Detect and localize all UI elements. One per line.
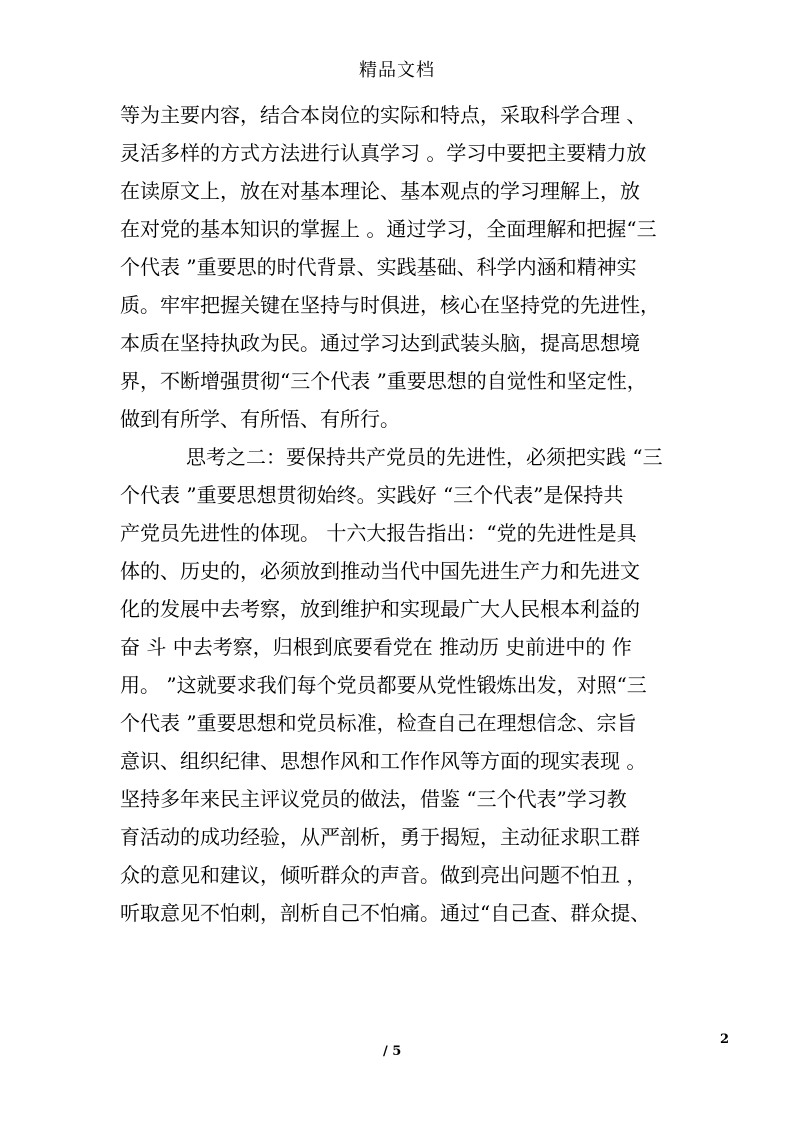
paragraph-2-line: 思考之二：要保持共产党员的先进性，必须把实践 “三 — [186, 445, 663, 469]
paragraph-1-line: 等为主要内容，结合本岗位的实际和特点，采取科学合理 、 — [120, 103, 647, 127]
paragraph-2-line: 个代表 ”重要思想贯彻始终。实践好 “三个代表”是保持共 — [120, 483, 624, 507]
paragraph-2-line: 个代表 ”重要思想和党员标准，检查自己在理想信念、宗旨 — [120, 711, 637, 735]
paragraph-2-line: 坚持多年来民主评议党员的做法，借鉴 “三个代表”学习教 — [120, 787, 627, 811]
paragraph-1-line: 个代表 ”重要思的时代背景、实践基础、科学内涵和精神实 — [120, 255, 637, 279]
page-total: / 5 — [383, 1044, 402, 1059]
paragraph-2-line: 奋 斗 中去考察，归根到底要看党在 推动历 史前进中的 作 — [120, 635, 632, 659]
paragraph-2-line: 化的发展中去考察，放到维护和实现最广大人民根本利益的 — [120, 597, 640, 621]
paragraph-1-line: 质。牢牢把握关键在坚持与时俱进，核心在坚持党的先进性， — [120, 293, 660, 317]
page-header-title: 精品文档 — [359, 60, 435, 81]
paragraph-2-line: 众的意见和建议，倾听群众的声音。做到亮出问题不怕丑 ， — [120, 863, 647, 887]
page-number: 2 — [720, 1032, 730, 1047]
paragraph-1-line: 在对党的基本知识的掌握上 。通过学习，全面理解和把握“三 — [120, 217, 657, 241]
paragraph-1-line: 做到有所学、有所悟、有所行。 — [120, 407, 400, 431]
paragraph-1-line: 本质在坚持执政为民。通过学习达到武装头脑，提高思想境 — [120, 331, 640, 355]
document-body — [120, 96, 686, 932]
paragraph-2-line: 产党员先进性的体现。 十六大报告指出：“党的先进性是具 — [120, 521, 637, 545]
paragraph-2-line: 育活动的成功经验，从严剖析，勇于揭短，主动征求职工群 — [120, 825, 640, 849]
paragraph-2-line: 体的、历史的，必须放到推动当代中国先进生产力和先进文 — [120, 559, 640, 583]
paragraph-2-line: 意识、组织纪律、思想作风和工作作风等方面的现实表现 。 — [120, 749, 647, 773]
paragraph-2-line: 用。 ”这就要求我们每个党员都要从党性锻炼出发，对照“三 — [120, 673, 647, 697]
paragraph-1-line: 在读原文上，放在对基本理论、基本观点的学习理解上，放 — [120, 179, 640, 203]
paragraph-1-line: 界，不断增强贯彻“三个代表 ”重要思想的自觉性和坚定性， — [120, 369, 647, 393]
paragraph-1-line: 灵活多样的方式方法进行认真学习 。学习中要把主要精力放 — [120, 141, 647, 165]
paragraph-2-line: 听取意见不怕刺，剖析自己不怕痛。通过“自己查、群众提、 — [120, 901, 651, 925]
